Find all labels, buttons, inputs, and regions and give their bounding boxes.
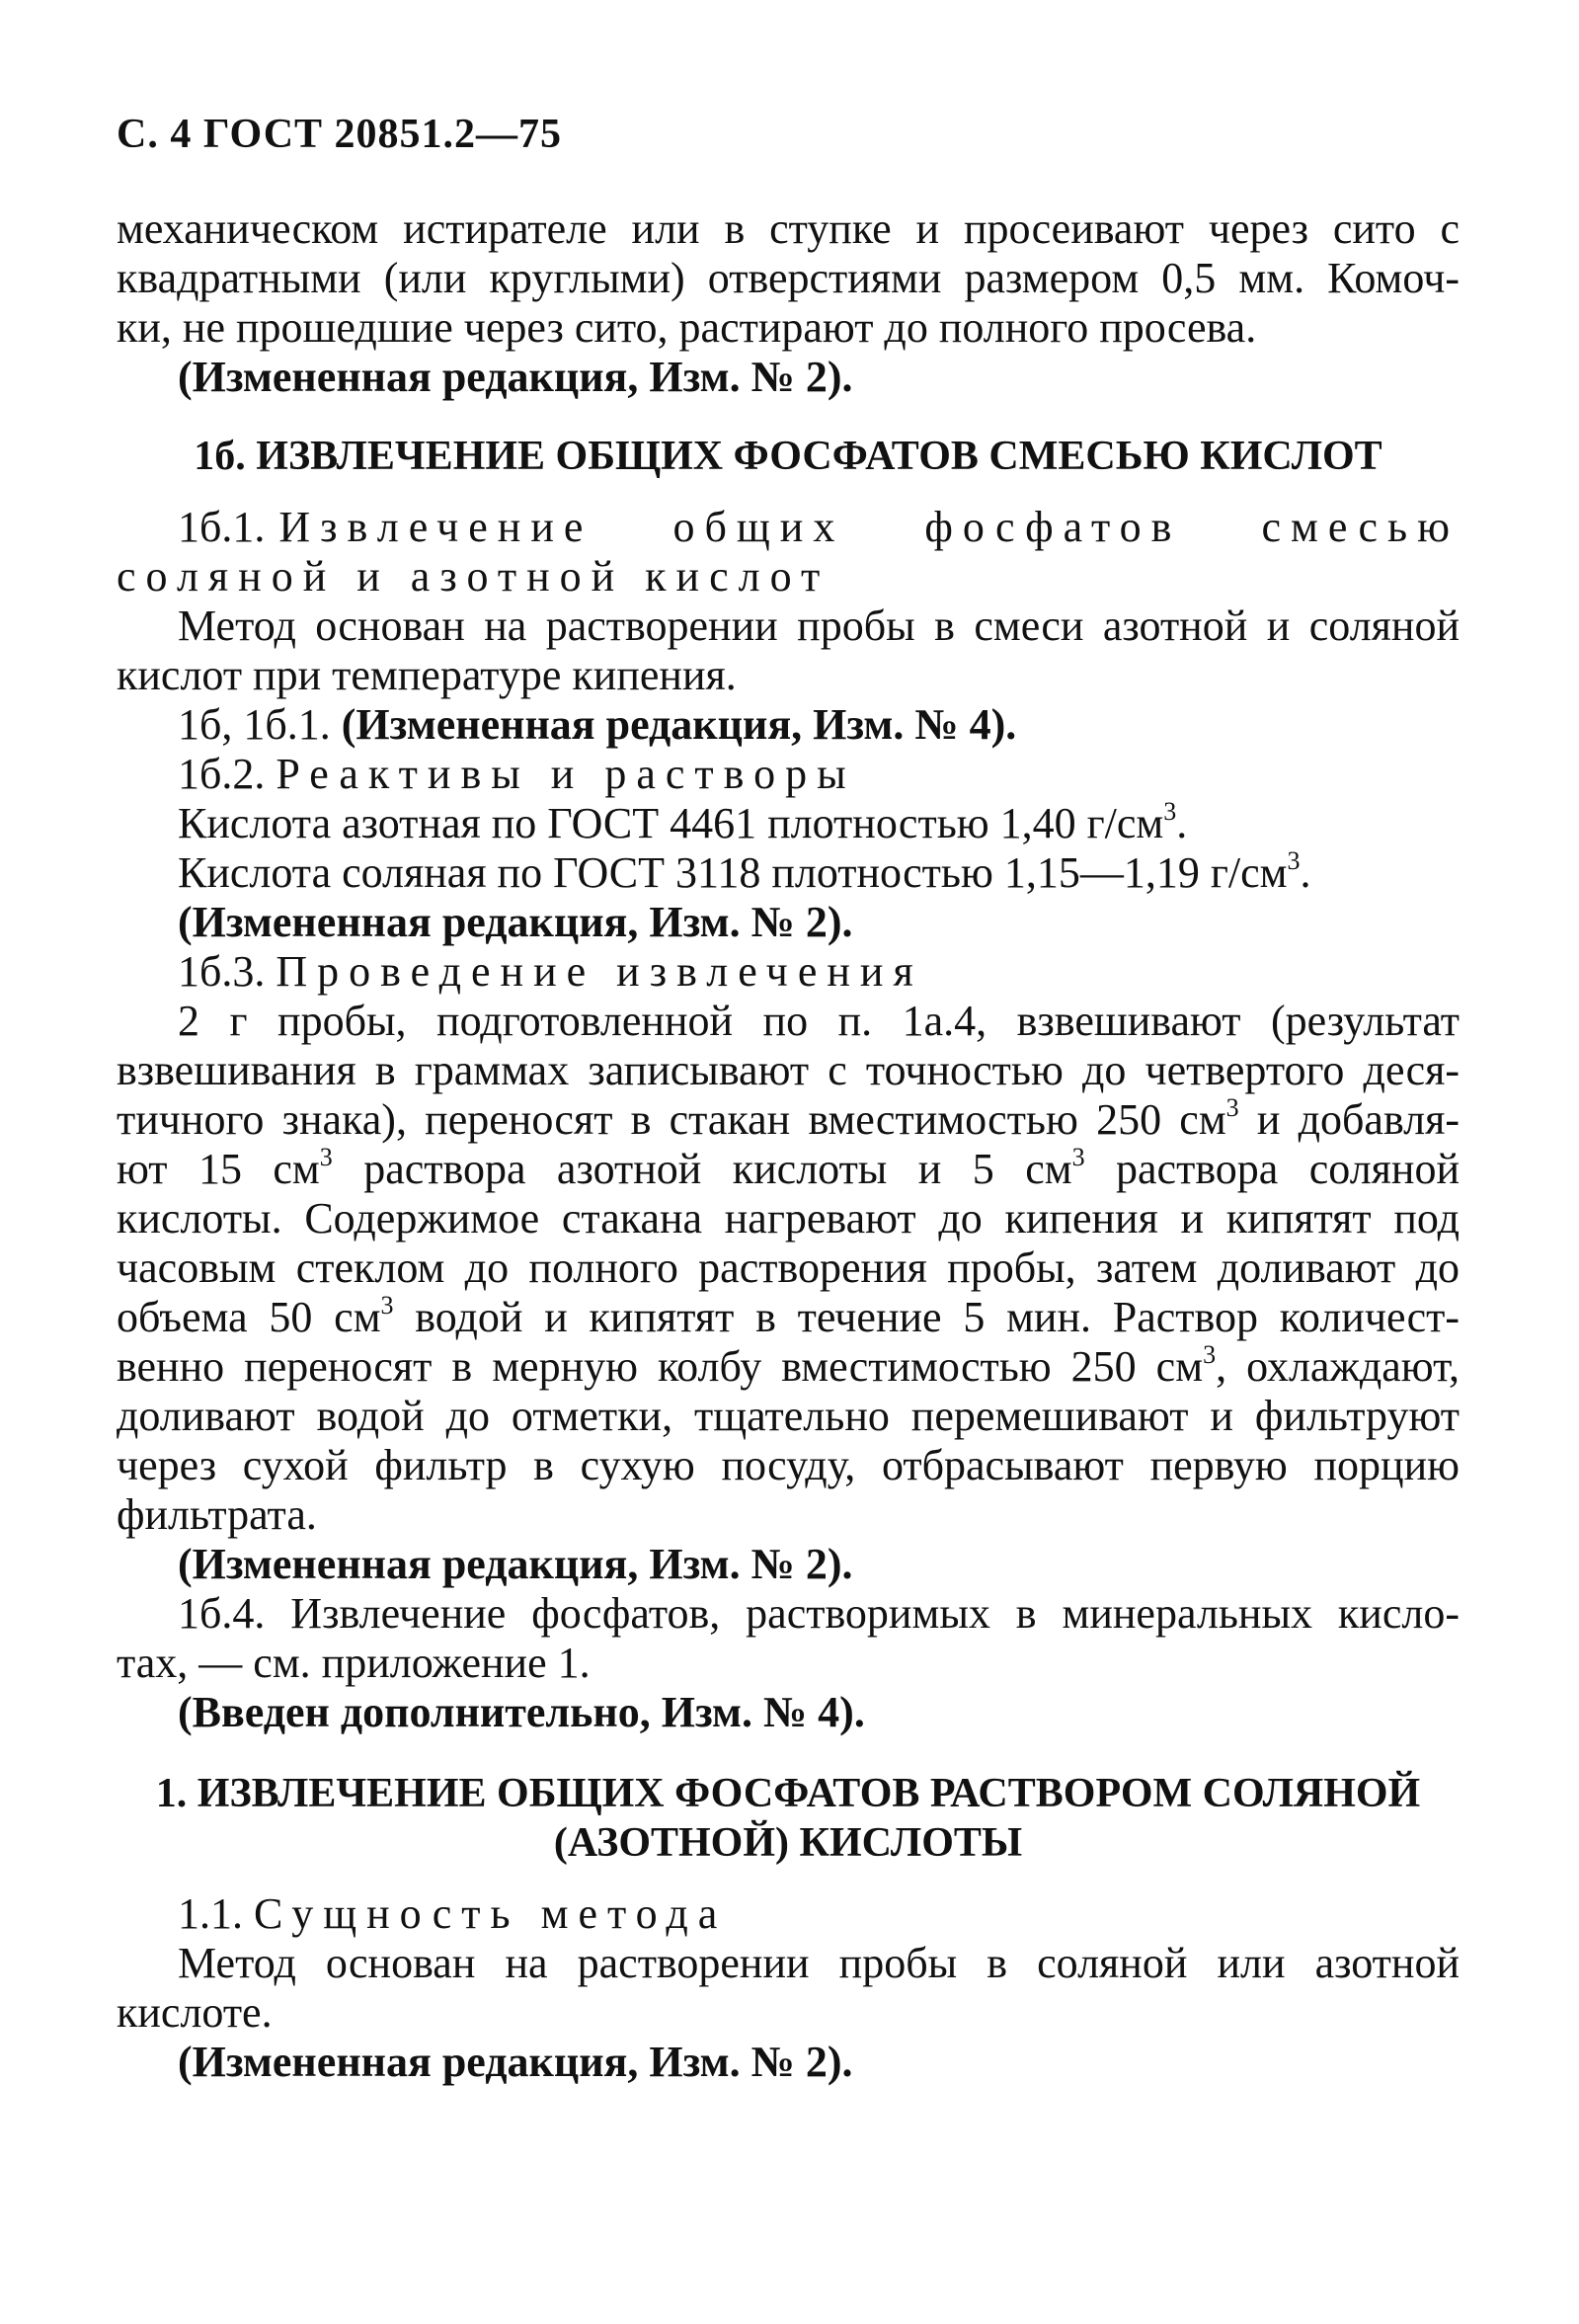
amendment-ref-clauses: 1б, 1б.1.: [178, 700, 331, 749]
superscript: 3: [1287, 846, 1301, 876]
paragraph-line: доливают водой до отметки, тщательно перемешивают и фильтруют: [117, 1392, 1460, 1440]
text-span: объема 50 см: [117, 1293, 381, 1341]
subsection-title: Сущность метода: [254, 1889, 728, 1938]
paragraph-line: кислот при температуре кипения.: [117, 651, 737, 699]
paragraph-line: [117, 1093, 1460, 1144]
subsection-title: Проведение извлечения: [276, 947, 923, 996]
text-span: ют 15 см: [117, 1145, 320, 1193]
paragraph-line: [117, 1340, 1460, 1391]
subsection-number: 1б.3.: [178, 947, 266, 996]
page-header: С. 4 ГОСТ 20851.2—75: [117, 112, 563, 157]
subsection-number: 1.1.: [178, 1889, 243, 1938]
section-title: 1. ИЗВЛЕЧЕНИЕ ОБЩИХ ФОСФАТОВ РАСТВОРОМ СОЛЯНОЙ: [155, 1771, 1421, 1816]
paragraph-line: ки, не прошедшие через сито, растирают до полного просева.: [117, 303, 1257, 352]
subsection-heading: [178, 750, 856, 798]
reagent-line: [178, 846, 1311, 897]
amendment-note: (Измененная редакция, Изм. № 2).: [178, 353, 853, 401]
text-span: раствора соляной: [1084, 1145, 1460, 1193]
punct: .: [1300, 848, 1311, 897]
subsection-title: Реактивы и растворы: [276, 750, 856, 798]
text-span: и добавля-: [1238, 1095, 1460, 1144]
paragraph-line: квадратными (или круглыми) отверстиями размером 0,5 мм. Комоч-: [117, 254, 1460, 302]
superscript: 3: [1225, 1093, 1239, 1123]
paragraph-line: механическом истирателе или в ступке и просеивают через сито с: [117, 204, 1460, 253]
subsection-number: 1б.2.: [178, 750, 266, 798]
paragraph-line: тах, — см. приложение 1.: [117, 1639, 591, 1687]
amendment-note: (Измененная редакция, Изм. № 2).: [178, 898, 853, 946]
subsection-title: Извлечение общих фосфатов смесью: [278, 503, 1460, 551]
punct: .: [1176, 799, 1188, 847]
amendment-note: (Измененная редакция, Изм. № 2).: [178, 2038, 853, 2086]
reagent-line: [178, 797, 1188, 847]
section-title-cont: (АЗОТНОЙ) КИСЛОТЫ: [553, 1820, 1023, 1866]
paragraph-line: через сухой фильтр в сухую посуду, отбрасывают первую порцию: [117, 1441, 1460, 1489]
paragraph-line: взвешивания в граммах записывают с точностью до четвертого деся-: [117, 1046, 1460, 1094]
superscript: 3: [319, 1143, 333, 1172]
subsection-title-cont: соляной и азотной кислот: [117, 552, 830, 601]
paragraph-line: [117, 1143, 1460, 1193]
reagent-text: Кислота азотная по ГОСТ 4461 плотностью 1,40 г/см: [178, 799, 1164, 847]
subsection-number: 1б.1.: [178, 503, 266, 551]
superscript: 3: [1203, 1340, 1217, 1370]
paragraph-line: кислоты. Содержимое стакана нагревают до кипения и кипятят под: [117, 1194, 1460, 1242]
superscript: 3: [1071, 1143, 1085, 1172]
paragraph-line: часовым стеклом до полного растворения пробы, затем доливают до: [117, 1243, 1460, 1292]
subsection-heading: [178, 947, 923, 996]
paragraph-line: фильтрата.: [117, 1490, 317, 1539]
superscript: 3: [1163, 797, 1177, 827]
amendment-note: (Измененная редакция, Изм. № 2).: [178, 1540, 853, 1588]
paragraph-line: 1б.4. Извлечение фосфатов, растворимых в минеральных кисло-: [178, 1589, 1460, 1638]
text-span: , охлаждают,: [1216, 1342, 1460, 1391]
paragraph-line: [117, 1291, 1460, 1341]
superscript: 3: [380, 1291, 394, 1321]
text-span: венно переносят в мерную колбу вместимостью 250 см: [117, 1342, 1204, 1391]
paragraph-line: 2 г пробы, подготовленной по п. 1а.4, взвешивают (результат: [178, 997, 1460, 1045]
subsection-heading: [178, 503, 1460, 551]
amendment-note: (Введен дополнительно, Изм. № 4).: [178, 1688, 865, 1736]
subsection-heading: [178, 1889, 728, 1938]
paragraph-line: Метод основан на растворении пробы в соляной или азотной: [178, 1939, 1460, 1987]
amendment-ref: [178, 700, 1017, 749]
paragraph-line: Метод основан на растворении пробы в смеси азотной и соляной: [178, 601, 1460, 650]
text-span: водой и кипятят в течение 5 мин. Раствор количест-: [393, 1293, 1460, 1341]
text-span: раствора азотной кислоты и 5 см: [332, 1145, 1072, 1193]
text-span: тичного знака), переносят в стакан вместимостью 250 см: [117, 1095, 1226, 1144]
section-title: 1б. ИЗВЛЕЧЕНИЕ ОБЩИХ ФОСФАТОВ СМЕСЬЮ КИСЛОТ: [194, 434, 1382, 479]
paragraph-line: кислоте.: [117, 1988, 273, 2037]
amendment-note: (Измененная редакция, Изм. № 4).: [341, 700, 1017, 749]
reagent-text: Кислота соляная по ГОСТ 3118 плотностью 1,15—1,19 г/см: [178, 848, 1288, 897]
